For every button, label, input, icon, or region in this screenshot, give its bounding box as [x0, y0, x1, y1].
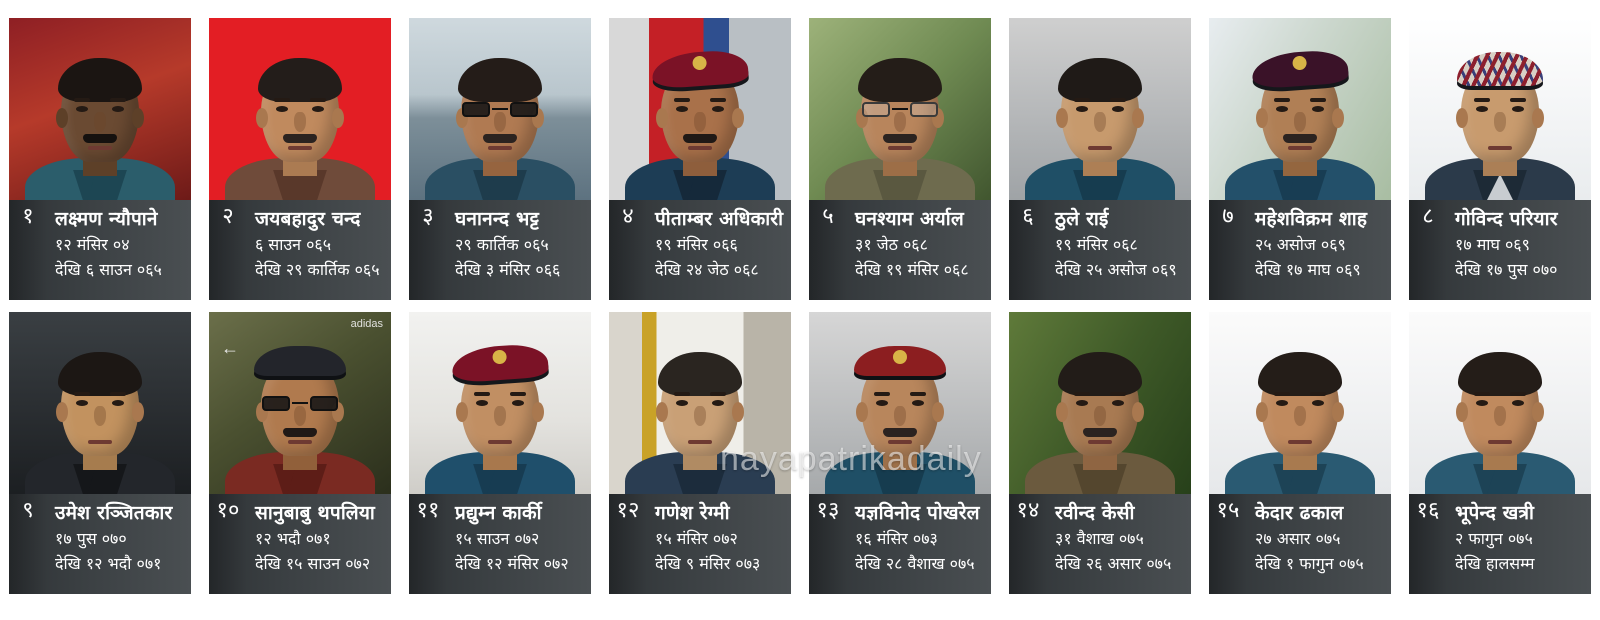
portrait-card[interactable]: [600, 18, 800, 308]
portrait-from-date: १२ भदौ ०७१: [255, 529, 331, 548]
portrait-photo: [209, 18, 391, 200]
portrait-name: गोविन्द परियार: [1455, 208, 1558, 230]
portrait-index: १६: [1409, 494, 1447, 594]
portrait-to-date: देखि २९ कार्तिक ०६५: [255, 260, 380, 279]
portrait-label: [1409, 200, 1591, 300]
portrait-from-date: १९ मंसिर ०६८: [1055, 235, 1138, 254]
portrait-index: १०: [209, 494, 247, 594]
beret-icon: [1251, 49, 1349, 90]
portrait-from-date: ६ साउन ०६५: [255, 235, 332, 254]
portrait-from-date: ३१ जेठ ०६८: [855, 235, 928, 254]
beret-icon: [451, 343, 549, 384]
portrait-row-1: [0, 18, 1600, 308]
portrait-to-date: देखि १५ साउन ०७२: [255, 554, 371, 573]
portrait-photo: [9, 18, 191, 200]
portrait-card[interactable]: [800, 18, 1000, 308]
portrait-index: ११: [409, 494, 447, 594]
portrait-index: ५: [809, 200, 847, 300]
portrait-to-date: देखि ६ साउन ०६५: [55, 260, 162, 279]
portrait-card[interactable]: [1200, 18, 1400, 308]
portrait-card[interactable]: [400, 18, 600, 308]
portrait-photo: [1209, 18, 1391, 200]
portrait-label: [1009, 200, 1191, 300]
portrait-label: [1409, 494, 1591, 594]
portrait-name: घनश्याम अर्याल: [855, 208, 964, 230]
portrait-card[interactable]: [0, 18, 200, 308]
portrait-to-date: देखि १ फागुन ०७५: [1255, 554, 1364, 573]
watermark: nayapatrikadaily: [720, 440, 982, 478]
portrait-from-date: १५ साउन ०७२: [455, 529, 540, 548]
portrait-to-date: देखि १२ भदौ ०७१: [55, 554, 162, 573]
portrait-index: ६: [1009, 200, 1047, 300]
portrait-card[interactable]: [400, 312, 600, 602]
portrait-from-date: ३१ वैशाख ०७५: [1055, 529, 1144, 548]
brand-label: adidas: [350, 318, 383, 330]
portrait-photo: [1409, 312, 1591, 494]
sunglasses-icon: [261, 396, 339, 412]
sunglasses-icon: [461, 102, 539, 118]
portrait-name: पीताम्बर अधिकारी: [655, 208, 784, 230]
portrait-photo: [609, 18, 791, 200]
portrait-index: १३: [809, 494, 847, 594]
portrait-to-date: देखि हालसम्म: [1455, 554, 1535, 573]
portrait-card[interactable]: [0, 312, 200, 602]
portrait-label: [1009, 494, 1191, 594]
portrait-index: ८: [1409, 200, 1447, 300]
portrait-name: घनानन्द भट्ट: [455, 208, 540, 230]
portrait-name: महेशविक्रम शाह: [1255, 208, 1368, 230]
portrait-photo: [1409, 18, 1591, 200]
portrait-from-date: १६ मंसिर ०७३: [855, 529, 938, 548]
portrait-index: १२: [609, 494, 647, 594]
portrait-name: गणेश रेग्मी: [655, 502, 730, 524]
portrait-photo: [209, 312, 391, 494]
portrait-name: भूपेन्द खत्री: [1455, 502, 1535, 524]
portrait-to-date: देखि ३ मंसिर ०६६: [455, 260, 561, 279]
portrait-to-date: देखि १७ माघ ०६९: [1255, 260, 1361, 279]
portrait-name: ठुले राई: [1055, 208, 1109, 230]
portrait-index: ९: [9, 494, 47, 594]
portrait-to-date: देखि २५ असोज ०६९: [1055, 260, 1177, 279]
portrait-from-date: १५ मंसिर ०७२: [655, 529, 738, 548]
portrait-from-date: २९ कार्तिक ०६५: [455, 235, 549, 254]
portrait-from-date: १७ माघ ०६९: [1455, 235, 1530, 254]
portrait-card[interactable]: [1000, 18, 1200, 308]
portrait-card[interactable]: [600, 312, 800, 602]
portrait-index: ३: [409, 200, 447, 300]
portrait-label: [409, 200, 591, 300]
portrait-to-date: देखि २८ वैशाख ०७५: [855, 554, 975, 573]
portrait-label: [209, 200, 391, 300]
portrait-card[interactable]: [200, 18, 400, 308]
portrait-name: उमेश रञ्जितकार: [55, 502, 173, 524]
portrait-label: [809, 494, 991, 594]
portrait-name: जयबहादुर चन्द: [255, 208, 361, 230]
portrait-card[interactable]: [1000, 312, 1200, 602]
portrait-index: ७: [1209, 200, 1247, 300]
portrait-index: १: [9, 200, 47, 300]
back-arrow-icon: ←: [221, 338, 239, 358]
portrait-card[interactable]: [1400, 18, 1600, 308]
portrait-to-date: देखि १२ मंसिर ०७२: [455, 554, 569, 573]
portrait-row-2: [0, 312, 1600, 602]
beret-icon: [651, 49, 749, 90]
portrait-index: १४: [1009, 494, 1047, 594]
portrait-index: ४: [609, 200, 647, 300]
portrait-name: लक्ष्मण न्यौपाने: [55, 208, 158, 230]
portrait-to-date: देखि ९ मंसिर ०७३: [655, 554, 761, 573]
portrait-index: १५: [1209, 494, 1247, 594]
portrait-from-date: १२ मंसिर ०४: [55, 235, 130, 254]
portrait-card[interactable]: [200, 312, 400, 602]
portrait-label: [809, 200, 991, 300]
cap-icon: [854, 346, 946, 376]
portrait-photo: [409, 312, 591, 494]
portrait-photo: [609, 312, 791, 494]
portrait-to-date: देखि १७ पुस ०७०: [1455, 260, 1558, 279]
portrait-name: सानुबाबु थपलिया: [255, 502, 376, 524]
cap-icon: [254, 346, 346, 376]
portrait-card[interactable]: [1400, 312, 1600, 602]
portrait-label: [9, 494, 191, 594]
portrait-label: [209, 494, 391, 594]
portrait-from-date: २ फागुन ०७५: [1455, 529, 1533, 548]
portrait-from-date: २७ असार ०७५: [1255, 529, 1341, 548]
portrait-name: प्रद्युम्न कार्की: [455, 502, 542, 524]
portrait-card[interactable]: [800, 312, 1000, 602]
portrait-from-date: १७ पुस ०७०: [55, 529, 127, 548]
portrait-photo: [9, 312, 191, 494]
portrait-photo: [1009, 312, 1191, 494]
portrait-to-date: देखि २६ असार ०७५: [1055, 554, 1172, 573]
portrait-to-date: देखि १९ मंसिर ०६८: [855, 260, 969, 279]
portrait-label: [1209, 200, 1391, 300]
portrait-photo: [809, 312, 991, 494]
portrait-photo: [409, 18, 591, 200]
portrait-label: [9, 200, 191, 300]
portrait-label: [409, 494, 591, 594]
eyeglasses-icon: [861, 102, 939, 118]
portrait-name: रवीन्द केसी: [1055, 502, 1135, 524]
portrait-name: यज्ञविनोद पोखरेल: [855, 502, 980, 524]
portrait-photo: [1209, 312, 1391, 494]
portrait-from-date: १९ मंसिर ०६६: [655, 235, 738, 254]
portrait-to-date: देखि २४ जेठ ०६८: [655, 260, 759, 279]
portrait-label: [609, 200, 791, 300]
portrait-card[interactable]: [1200, 312, 1400, 602]
portrait-from-date: २५ असोज ०६९: [1255, 235, 1346, 254]
portrait-label: [1209, 494, 1391, 594]
portrait-label: [609, 494, 791, 594]
portrait-name: केदार ढकाल: [1255, 502, 1344, 524]
portrait-index: २: [209, 200, 247, 300]
portrait-photo: [809, 18, 991, 200]
portrait-photo: [1009, 18, 1191, 200]
dhaka-topi-icon: [1457, 52, 1543, 86]
